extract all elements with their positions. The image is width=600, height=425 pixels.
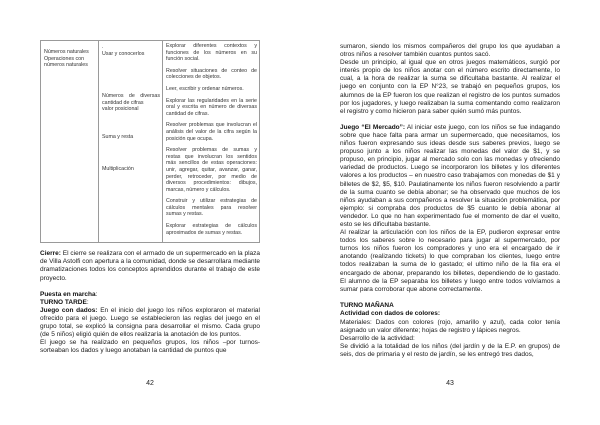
cell-text: Suma y resta <box>102 133 134 140</box>
objective-text: Explorar estrategias de cálculos aproximados de sumas y restas. <box>166 223 257 236</box>
cierre-text: El cierre se realizara con el armado de un supermercado en la plaza de Villa Astolfi con apertura a la comunidad, donde se desarrollara mediante dramatizaciones todos los conceptos aprendidos durante el trabajo de este proyecto. <box>40 250 260 282</box>
actividad-heading <box>340 310 560 318</box>
cell-text: Números naturales <box>44 49 89 55</box>
actividad-label: Actividad con dados de colores: <box>340 309 441 317</box>
page-43 <box>300 0 600 425</box>
cell-text: valor posicional <box>102 106 139 113</box>
objective-text: Explorar diferentes contextos y funciones de los números en su función social. <box>166 43 257 63</box>
objective-text: Resolver situaciones de conteo de colecciones de objetos. <box>166 67 257 81</box>
page-42-content <box>40 40 260 355</box>
cell-text: cantidad de cifras <box>102 99 144 106</box>
objectives-table <box>40 40 260 243</box>
dados-text: En el inicio del juego los niños exploraron el material ofrecido para el juego. Luego se establecieron las reglas del juego en el grupo total, se explicó la consigna para desarrollar el mismo. Cada grupo (de 5 niños) eligió quién de ellos realizaría la anotación de los puntos. <box>40 306 260 339</box>
turno-tarde-heading <box>40 299 260 307</box>
objective-text: Resolver problemas que involucran el análisis del valor de la cifra según la posición que ocupa. <box>166 122 257 142</box>
table-cell-objectives <box>163 41 260 243</box>
cell-text: números naturales <box>44 62 88 69</box>
colon: : <box>86 298 89 306</box>
desarrollo-heading: Desarrollo de la actividad: <box>340 335 415 343</box>
table-cell-topics <box>99 41 163 243</box>
cierre-paragraph <box>40 250 260 282</box>
cell-text: Números de diversas <box>102 93 160 100</box>
cell-text: . <box>102 44 104 50</box>
turno-manana-heading <box>340 302 560 310</box>
turno-tarde-label: TURNO TARDE <box>40 298 87 306</box>
topic-block <box>102 44 160 57</box>
cell-text: Usar y conocerlos <box>102 50 145 57</box>
turno-manana-label: TURNO MAÑANA <box>340 301 394 309</box>
objective-text: Explorar las regularidades en la serie oral y escrita en número de diversas cantidad de cifras. <box>166 97 257 117</box>
topic-block <box>102 134 160 141</box>
desarrollo-paragraph: Se dividió a la totalidad de los niños (del jardín y de la E.P. en grupos) de seis, dos de primaria y el resto de jardín, se les entregó tres dados, <box>340 343 560 359</box>
topic-block <box>102 166 160 173</box>
page-43-content <box>340 43 560 359</box>
paragraph: Desde un principio, al igual que en otros juegos matemáticos, surgió por interés propio de los niños anotar con el número escrito directamente, lo cual, a la hora de realizar la suma se dificultaba bastante. Al realizar el juego en conjunto con la EP N°23, se trabajó en pequeños grupos, los alumnos de la EP fueron los que realizan el registro de los puntos sumados por los jugadores, y luego realizaban la suma comentando como realizaron el registro y como hicieron para saber quién sumó más puntos. <box>340 59 560 115</box>
dados-paragraph-2: El juego se ha realizado en pequeños grupos, los niños –por turnos- sorteaban los dados y luego anotaban la cantidad de puntos que <box>40 339 260 355</box>
puesta-label: Puesta en marcha <box>40 290 96 298</box>
dados-label: Juego con dados: <box>40 306 98 314</box>
table-cell-content-area <box>41 41 99 243</box>
cell-text: Operaciones con <box>44 55 85 62</box>
materiales-paragraph: Materiales: Dados con colores (rojo, amarillo y azul), cada color tenía asignado un valor diferente; hojas de registro y lápices negros. <box>340 319 560 335</box>
mercado-paragraph <box>340 124 560 229</box>
topic-block <box>102 93 160 113</box>
page-number: 42 <box>146 380 154 387</box>
paragraph: sumaron, siendo los mismos compañeros del grupo los que ayudaban a otros niños a resolver también cuantos puntos sacó. <box>340 43 560 59</box>
dados-paragraph <box>40 307 260 339</box>
cell-text: Multiplicación <box>102 165 134 172</box>
page-number: 43 <box>446 380 454 387</box>
table-row <box>41 41 260 243</box>
colon: : <box>95 290 98 298</box>
objective-text: Resolver problemas de sumas y restas que involucran los sentidos más sencillos de estas operaciones: unir, agregar, quitar, avanzar, ganar, perder, retroceder, por medio de diversos procedimientos: dibujos, marcas, número y cálculos. <box>166 147 257 193</box>
cierre-label: Cierre: <box>40 250 61 258</box>
objective-text: Construir y utilizar estrategias de cálculos mentales para resolver sumas y restas. <box>166 198 257 218</box>
objective-text: Leer, escribir y ordenar números. <box>166 85 244 92</box>
paragraph: Al realizar la articulación con los niños de la EP, pudieron expresar entre todos los saberes sobre lo necesario para jugar al supermercado, por turnos los niños fueron los compradores y uno era el encargado de ir anotando (realizando tickets) lo que compraban los clientes, luego entre todos realizaban la suma de lo gastado; el ultimo niño de la fila era el encargado de abonar, preparando los billetes, dependiendo de lo gastado. El alumno de la EP separaba los billetes y luego entre todos volvíamos a sumar para corroborar que abone correctamente. <box>340 229 560 293</box>
puesta-heading <box>40 291 260 299</box>
mercado-label: Juego “El Mercado”: <box>340 123 406 131</box>
mercado-text: Al iniciar este juego, con los niños se fue indagando sobre que hace falta para armar un supermercado, que necesitamos, los niños fueron expresando sus ideas desde sus saberes previos, luego se propuso junto a los niños realizar las monedas del valor de $1, y se propuso, en principio, jugar al mercado solo con las monedas y ofreciendo variedad de productos. Luego se incorporaron los billetes y los diferentes valores a los productos – en nuestro caso trabajamos con monedas de $1 y billetes de $2, $5, $10. Paulatinamente los niños fueron resolviendo a partir de la suma cuanto se debía abonar; se ha observado que muchos de los niños ayudaban a sus compañeros a resolver la situación problemática, por ejemplo: si compraba dos productos de $5 cuanto le debía abonar al vendedor. Lo que no han experimentado fue el momento de dar el vuelto, esto se les dificultaba bastante. <box>340 123 561 228</box>
